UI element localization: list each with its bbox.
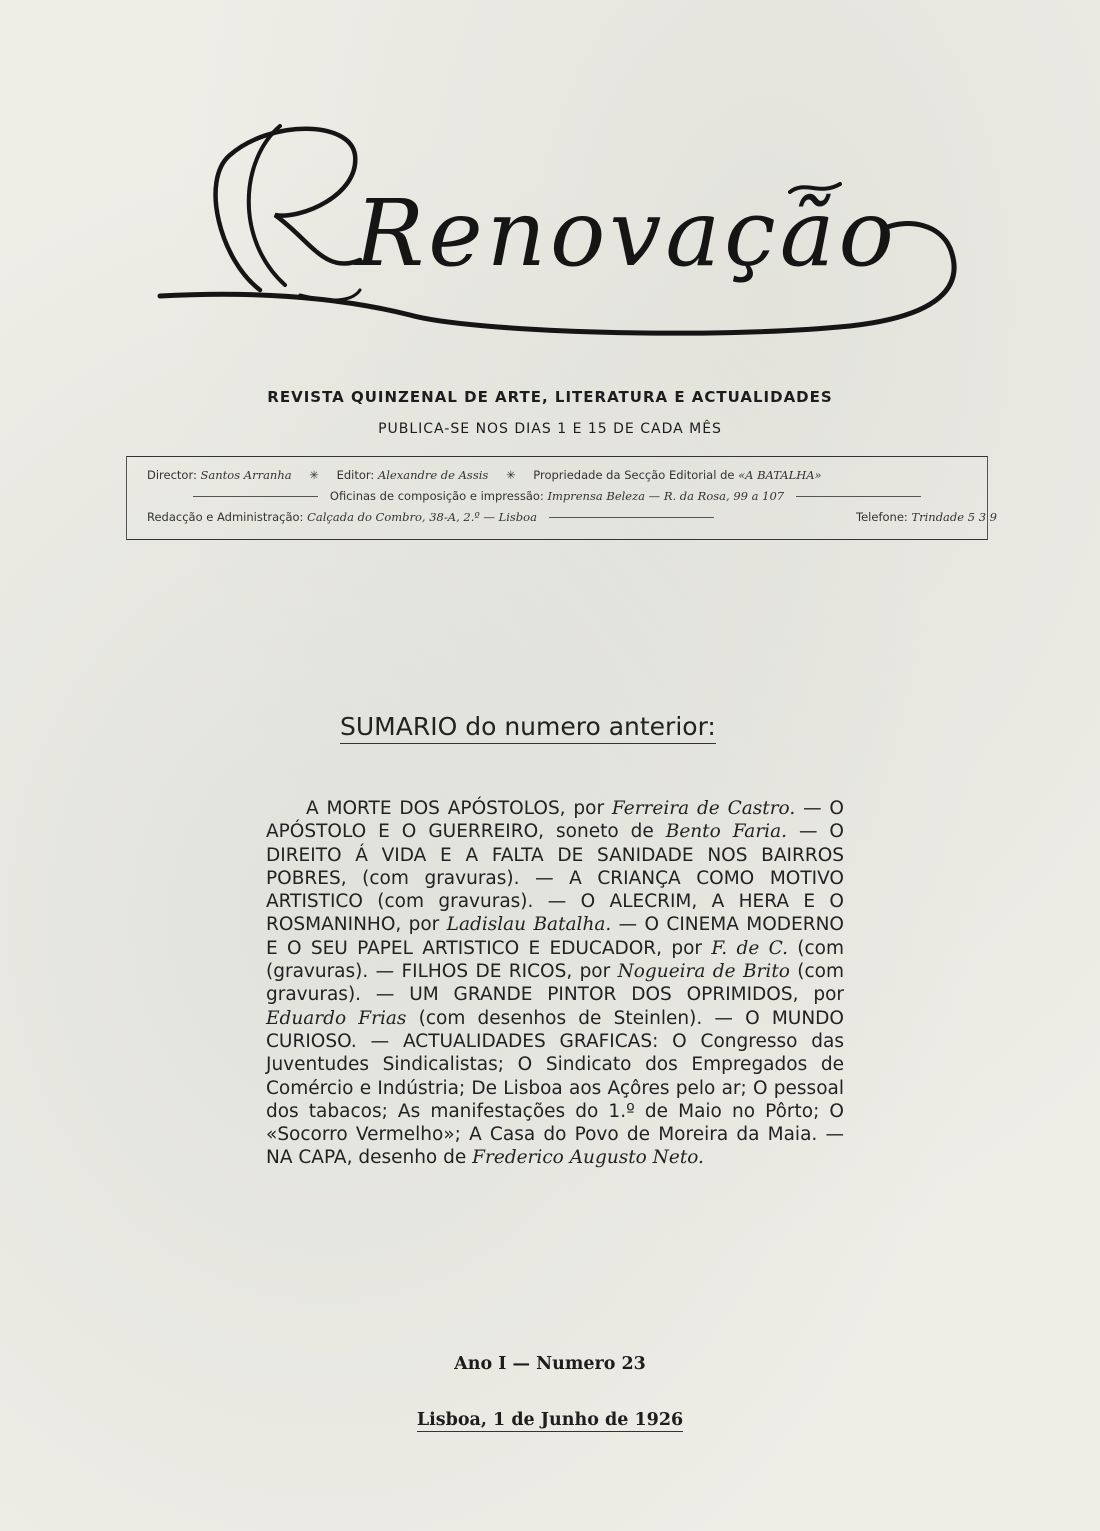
sumario-segment: — O APÓSTOLO E O GUERREIRO, soneto de [266,798,844,843]
sumario-author: Ladislau Batalha. [446,914,612,936]
sumario-heading: SUMARIO do numero anterior: [340,712,716,744]
sumario-author: Ferreira de Castro. [611,798,796,819]
divider [549,517,714,518]
magazine-subtitle: REVISTA QUINZENAL DE ARTE, LITERATURA E ACTUALIDADES [267,388,833,406]
separator-asterisk-icon: ✳ [309,468,319,482]
workshops-label: Oficinas de composição e impressão: [329,489,544,503]
masthead-title: Renovação [355,180,898,287]
sumario-author: Nogueira de Brito [617,961,790,983]
sumario-author: Bento Faria. [665,821,787,843]
phone-number: Trindade 5 3 9 [911,510,997,524]
sumario-author: F. de C. [711,937,788,959]
info-row-workshops [127,489,987,503]
info-row-admin [127,510,1007,524]
phone-label: Telefone: [856,510,908,524]
sumario-segment: (com desenhos de Steinlen). — O MUNDO CURIOSO. — ACTUALIDADES GRAFICAS: O Congresso das Juventudes Sindicalistas; O Sindicato dos Empregados de Comércio e Indústria; De Lisboa aos Açôres pelo ar; O pessoal dos tabacos; As manifestações do 1.º de Maio no Pôrto; O «Socorro Vermelho»; A Casa do Povo de Moreira da Maia. — NA CAPA, desenho de [266,1007,844,1169]
property-name: «A BATALHA» [738,468,822,482]
sumario-paragraph [266,797,844,1170]
sumario-segment: (com gravuras). — UM GRANDE PINTOR DOS OPRIMIDOS, por [266,961,844,1006]
issue-number: Ano I — Numero 23 [454,1354,646,1374]
sumario-author: Frederico Augusto Neto. [472,1147,704,1169]
director-label: Director: [147,468,197,482]
sumario-segment: — O CINEMA MODERNO E O SEU PAPEL ARTISTICO E EDUCADOR, por [266,914,844,959]
separator-asterisk-icon: ✳ [505,468,516,482]
info-row-staff [127,468,1007,482]
admin-address: Calçada do Combro, 38-A, 2.º — Lisboa [307,510,537,524]
editorial-info-box [126,456,997,540]
editor-label: Editor: [336,468,375,482]
issue-date-wrapper [0,1410,1100,1430]
divider [796,496,921,497]
issue-date: Lisboa, 1 de Junho de 1926 [416,1410,684,1430]
masthead-logo [150,100,970,350]
property-label: Propriedade da Secção Editorial de [533,468,735,482]
editor-name: Alexandre de Assis [377,468,489,482]
publication-schedule: PUBLICA-SE NOS DIAS 1 E 15 DE CADA MÊS [378,421,722,437]
sumario-text [266,797,844,1170]
sumario-segment: A MORTE DOS APÓSTOLOS, por [306,798,612,819]
director-name: Santos Arranha [200,468,292,482]
divider [193,496,318,497]
sumario-author: Eduardo Frias [266,1007,407,1029]
admin-label: Redacção e Administração: [147,510,304,524]
telephone [856,510,997,524]
workshops-address: Imprensa Beleza — R. da Rosa, 99 a 107 [547,489,785,503]
sumario-segment: — O DIREITO Á VIDA E A FALTA DE SANIDADE NOS BAIRROS POBRES, (com gravuras). — A CRIANÇA COMO MOTIVO ARTISTICO (com gravuras). — O ALECRIM, A HERA E O ROSMANINHO, por [266,821,844,936]
sumario-segment: (com (gravuras). — FILHOS DE RICOS, por [266,937,844,983]
